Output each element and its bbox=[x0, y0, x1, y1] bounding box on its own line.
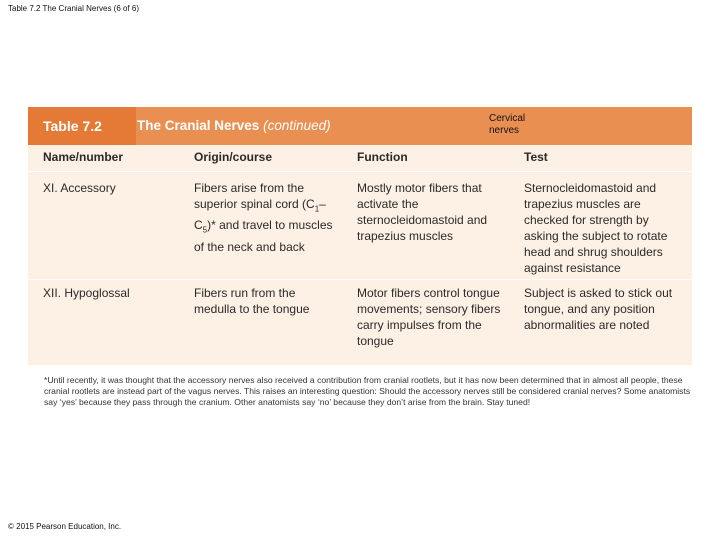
table-number: Table 7.2 bbox=[28, 107, 136, 145]
row-hypoglossal-test: Subject is asked to stick out tongue, and any position abnormalities are noted bbox=[524, 286, 673, 332]
table-footnote: *Until recently, it was thought that the accessory nerves also received a contribution from cranial rootlets, but it has now been determined that in almost all people, these cranial rootlets are instead part of the vagus nerves. This raises an interesting question: Should the accessory nerves still be considered cranial nerves? Some anatomists say ‘yes’ because they pass through the cranium. Other anatomists say ‘no’ because they don’t arise from the brain. Stay tuned! bbox=[44, 375, 691, 407]
row-accessory-test: Sternocleidomastoid and trapezius muscles are checked for strength by asking the subject to rotate head and shrug shoulders against resistance bbox=[524, 181, 668, 275]
cranial-nerves-table bbox=[28, 107, 692, 365]
table-header-bar bbox=[28, 107, 692, 145]
column-header-function: Function bbox=[357, 150, 408, 164]
column-header-name: Name/number bbox=[43, 150, 124, 164]
cervical-nerves-annotation bbox=[489, 113, 525, 137]
column-header-test: Test bbox=[524, 150, 548, 164]
column-header-origin: Origin/course bbox=[194, 150, 273, 164]
table-title bbox=[137, 107, 331, 145]
row-divider bbox=[28, 279, 692, 280]
table-title-suffix: (continued) bbox=[263, 118, 331, 133]
row-accessory-origin: Fibers arise from the superior spinal cord $(C_1-C_5)*$ and travel to muscles of the neck and back bbox=[194, 181, 333, 254]
slide-title: Table 7.2 The Cranial Nerves (6 of 6) bbox=[8, 4, 140, 13]
row-accessory-name: XI. Accessory bbox=[43, 181, 116, 195]
copyright-notice: © 2015 Pearson Education, Inc. bbox=[8, 522, 122, 531]
row-hypoglossal-origin: Fibers run from the medulla to the tongue bbox=[194, 286, 310, 316]
cervical-label-line2: nerves bbox=[489, 125, 520, 136]
header-divider bbox=[28, 171, 692, 172]
row-accessory-function: Mostly motor fibers that activate the sternocleidomastoid and trapezius muscles bbox=[357, 181, 488, 243]
table-title-main: The Cranial Nerves bbox=[137, 118, 260, 133]
row-hypoglossal-name: XII. Hypoglossal bbox=[43, 286, 130, 300]
row-hypoglossal-function: Motor fibers control tongue movements; sensory fibers carry impulses from the tongue bbox=[357, 286, 501, 348]
cervical-label-line1: Cervical bbox=[489, 113, 526, 124]
